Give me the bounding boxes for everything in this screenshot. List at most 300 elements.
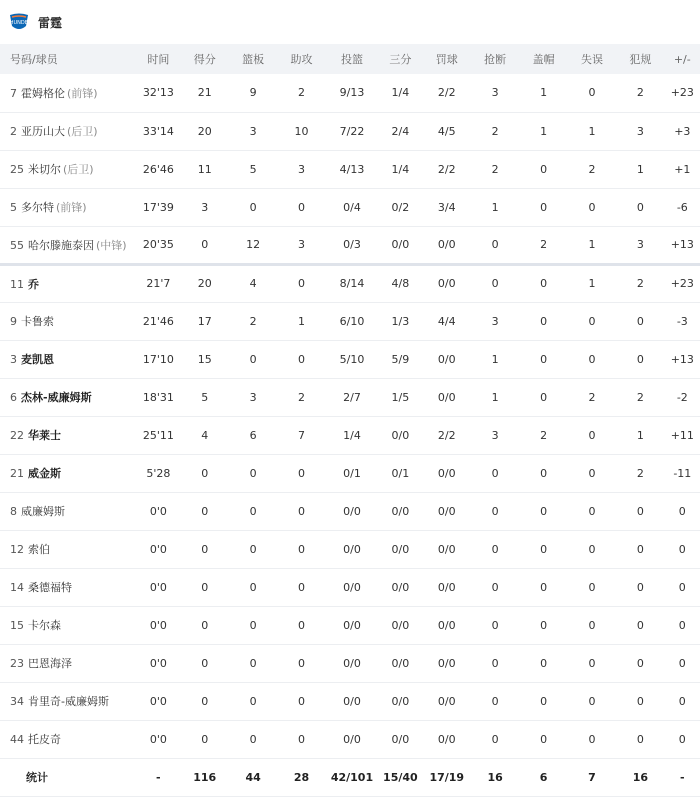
stat-cell: 0 bbox=[636, 694, 644, 708]
stat-cell: 4/8 bbox=[391, 277, 410, 290]
thunder-logo-icon bbox=[8, 11, 30, 33]
stat-cell: 0 bbox=[298, 542, 306, 556]
total-stat-cell: 15/40 bbox=[383, 770, 418, 784]
stat-cell: 0 bbox=[491, 466, 499, 480]
column-header: 罚球 bbox=[435, 53, 458, 66]
stat-cell: 0/0 bbox=[343, 656, 361, 670]
player-row[interactable] bbox=[0, 682, 700, 720]
stat-cell: 0 bbox=[588, 580, 596, 594]
totals-row bbox=[0, 758, 700, 796]
stat-cell: 18'31 bbox=[142, 390, 174, 404]
player-cell bbox=[0, 302, 136, 340]
player-number: 23 bbox=[10, 657, 24, 670]
stat-cell: 8/14 bbox=[339, 277, 365, 290]
player-cell bbox=[0, 340, 136, 378]
stat-cell: 0/0 bbox=[343, 504, 361, 518]
player-number: 44 bbox=[10, 733, 24, 746]
stat-cell: 1 bbox=[491, 352, 499, 366]
stat-cell: 0'0 bbox=[149, 732, 167, 746]
stat-cell: 1 bbox=[636, 162, 644, 176]
player-number: 21 bbox=[10, 467, 24, 480]
stat-cell: 1 bbox=[540, 86, 548, 100]
stat-cell: 0 bbox=[201, 542, 209, 556]
stat-cell: 1/3 bbox=[391, 314, 410, 328]
stat-cell: 2/7 bbox=[343, 390, 361, 404]
stat-cell: 0 bbox=[249, 466, 257, 480]
stat-cell: 0/0 bbox=[437, 390, 456, 404]
stat-cell: +11 bbox=[670, 428, 694, 442]
stat-cell: +23 bbox=[670, 86, 694, 100]
column-header: 犯规 bbox=[629, 53, 652, 66]
stat-cell: 0 bbox=[201, 238, 209, 251]
player-number: 55 bbox=[10, 238, 24, 252]
player-name[interactable]: 乔 bbox=[28, 277, 39, 291]
player-name[interactable]: 桑德福特 bbox=[28, 581, 72, 594]
stat-cell: 2/2 bbox=[437, 86, 456, 100]
column-header: 篮板 bbox=[242, 53, 265, 66]
stat-cell: 0 bbox=[249, 580, 257, 594]
stat-cell: 15 bbox=[197, 352, 212, 366]
stat-cell: 0 bbox=[540, 390, 548, 404]
stat-cell: 0 bbox=[201, 618, 209, 632]
stat-cell: 4/5 bbox=[437, 124, 456, 138]
stat-cell: 0 bbox=[588, 656, 596, 670]
stat-cell: 0 bbox=[491, 542, 499, 556]
stat-cell: 0 bbox=[491, 694, 499, 708]
player-cell bbox=[0, 378, 136, 416]
stat-cell: 0 bbox=[588, 504, 596, 518]
stat-cell: 0 bbox=[201, 656, 209, 670]
stat-cell: 0/2 bbox=[391, 200, 410, 214]
stat-cell: 1 bbox=[636, 428, 644, 442]
stat-cell: 0 bbox=[298, 200, 306, 214]
total-stat-cell: 16 bbox=[487, 770, 503, 784]
player-row[interactable] bbox=[0, 530, 700, 568]
stat-cell: 0 bbox=[636, 618, 644, 632]
player-number: 22 bbox=[10, 429, 24, 442]
player-row[interactable] bbox=[0, 720, 700, 758]
stat-cell: 0/0 bbox=[391, 618, 410, 632]
stat-cell: 0 bbox=[678, 732, 686, 746]
stat-cell: 3 bbox=[298, 238, 306, 251]
stat-cell: 9 bbox=[249, 86, 257, 100]
stat-cell: 2 bbox=[491, 162, 499, 176]
stat-cell: 0/4 bbox=[343, 200, 361, 214]
column-header: 助攻 bbox=[290, 53, 313, 66]
player-cell bbox=[0, 188, 136, 226]
player-number: 34 bbox=[10, 695, 24, 708]
stat-cell: 2 bbox=[540, 428, 548, 442]
stat-cell: -6 bbox=[676, 200, 688, 214]
stat-cell: 2 bbox=[636, 277, 644, 290]
stat-cell: 1 bbox=[491, 390, 499, 404]
stat-cell: +13 bbox=[670, 238, 694, 251]
stat-cell: 0/0 bbox=[391, 656, 410, 670]
total-stat-cell: 44 bbox=[245, 770, 261, 784]
stat-cell: 3 bbox=[249, 390, 257, 404]
player-name[interactable]: 索伯 bbox=[28, 543, 50, 556]
column-header: +/- bbox=[673, 52, 691, 66]
stat-cell: 0/0 bbox=[343, 732, 361, 746]
stat-cell: +13 bbox=[670, 352, 694, 366]
stat-cell: 3 bbox=[298, 162, 306, 176]
stat-cell: 0/0 bbox=[437, 656, 456, 670]
stat-cell: 12 bbox=[246, 238, 261, 251]
stat-cell: 3 bbox=[636, 124, 644, 138]
player-name[interactable]: 哈尔滕施泰因 bbox=[28, 238, 94, 252]
stat-cell: 2 bbox=[298, 86, 306, 100]
stat-cell: 17'39 bbox=[142, 200, 174, 214]
column-header: 失误 bbox=[580, 53, 603, 66]
stat-cell: 1 bbox=[491, 200, 499, 214]
player-row[interactable] bbox=[0, 188, 700, 226]
stat-cell: 0/0 bbox=[391, 694, 410, 708]
stat-cell: 33'14 bbox=[142, 124, 174, 138]
stat-cell: 0 bbox=[249, 542, 257, 556]
stat-cell: +23 bbox=[670, 277, 694, 290]
stat-cell: 20 bbox=[197, 277, 212, 290]
stat-cell: 0 bbox=[588, 200, 596, 214]
player-number: 15 bbox=[10, 619, 24, 632]
total-stat-cell: - bbox=[680, 770, 685, 784]
stat-cell: 0 bbox=[588, 732, 596, 746]
stat-cell: 0 bbox=[636, 200, 644, 214]
player-position: (中锋) bbox=[96, 238, 127, 252]
player-name[interactable]: 麦凯恩 bbox=[21, 353, 54, 366]
stat-cell: 0'0 bbox=[149, 656, 167, 670]
stat-cell: 0 bbox=[588, 542, 596, 556]
stat-cell: 1 bbox=[588, 277, 596, 290]
column-header: 三分 bbox=[389, 53, 412, 66]
player-row[interactable] bbox=[0, 416, 700, 454]
stat-cell: -2 bbox=[676, 390, 688, 404]
stat-cell: 0 bbox=[540, 618, 548, 632]
stat-cell: 0 bbox=[201, 732, 209, 746]
stat-cell: 0 bbox=[540, 314, 548, 328]
column-header: 得分 bbox=[193, 53, 216, 66]
stat-cell: 0 bbox=[298, 504, 306, 518]
stat-cell: 32'13 bbox=[142, 86, 174, 100]
stat-cell: 2 bbox=[588, 162, 596, 176]
stat-cell: 6/10 bbox=[339, 314, 365, 328]
player-cell bbox=[0, 74, 136, 112]
player-cell bbox=[0, 264, 136, 302]
stat-cell: 1 bbox=[298, 314, 306, 328]
stat-cell: 0/0 bbox=[437, 504, 456, 518]
player-number: 7 bbox=[10, 86, 17, 100]
player-cell bbox=[0, 682, 136, 720]
player-name[interactable]: 霍姆格伦 bbox=[21, 86, 65, 100]
stat-cell: 0 bbox=[540, 352, 548, 366]
player-row[interactable] bbox=[0, 606, 700, 644]
totals-label: 统计 bbox=[26, 771, 48, 784]
stat-cell: 5/9 bbox=[391, 352, 410, 366]
stat-cell: 1 bbox=[540, 124, 548, 138]
stat-cell: 0 bbox=[298, 277, 306, 290]
stat-cell: 2 bbox=[636, 86, 644, 100]
stat-cell: 4/13 bbox=[339, 162, 365, 176]
player-name[interactable]: 华莱士 bbox=[28, 429, 61, 442]
stat-cell: 0 bbox=[201, 694, 209, 708]
stat-cell: 0 bbox=[298, 656, 306, 670]
stat-cell: 0 bbox=[249, 504, 257, 518]
stat-cell: 6 bbox=[249, 428, 257, 442]
stat-cell: 3 bbox=[201, 200, 209, 214]
stat-cell: 0/0 bbox=[391, 732, 410, 746]
player-name[interactable]: 托皮奇 bbox=[28, 733, 61, 746]
stat-cell: 0 bbox=[491, 580, 499, 594]
total-stat-cell: 42/101 bbox=[330, 770, 374, 784]
stat-cell: 7 bbox=[298, 428, 306, 442]
stat-cell: 25'11 bbox=[142, 428, 174, 442]
stat-cell: 0 bbox=[588, 428, 596, 442]
stat-cell: 0 bbox=[491, 238, 499, 251]
player-row[interactable] bbox=[0, 454, 700, 492]
stat-cell: 0/0 bbox=[437, 277, 456, 290]
stat-cell: 0/0 bbox=[437, 732, 456, 746]
team-header bbox=[0, 0, 700, 44]
stat-cell: 0/0 bbox=[343, 542, 361, 556]
player-number: 9 bbox=[10, 315, 17, 328]
player-number: 11 bbox=[10, 277, 24, 291]
player-row[interactable] bbox=[0, 378, 700, 416]
stat-cell: 0 bbox=[249, 656, 257, 670]
stat-cell: 0 bbox=[678, 580, 686, 594]
stat-cell: 0 bbox=[540, 277, 548, 290]
stat-cell: 0 bbox=[298, 694, 306, 708]
stat-cell: 11 bbox=[197, 162, 212, 176]
player-row[interactable] bbox=[0, 226, 700, 264]
stat-cell: 0'0 bbox=[149, 694, 167, 708]
stat-cell: 0 bbox=[298, 352, 306, 366]
player-position: (前锋) bbox=[67, 86, 98, 100]
stat-cell: 0/0 bbox=[437, 542, 456, 556]
stat-cell: 0 bbox=[540, 466, 548, 480]
stat-cell: 3 bbox=[491, 428, 499, 442]
stat-cell: 0 bbox=[540, 694, 548, 708]
total-stat-cell: 17/19 bbox=[429, 770, 465, 784]
stat-cell: 1/4 bbox=[391, 86, 410, 100]
stat-cell: 0 bbox=[298, 580, 306, 594]
stat-cell: 0/1 bbox=[343, 466, 361, 480]
total-stat-cell: 28 bbox=[293, 770, 310, 784]
stat-cell: 0/0 bbox=[437, 618, 456, 632]
stat-cell: 0 bbox=[588, 618, 596, 632]
stat-cell: 3 bbox=[491, 314, 499, 328]
total-stat-cell: 6 bbox=[539, 770, 548, 784]
stat-cell: 0 bbox=[298, 466, 306, 480]
stat-cell: 0 bbox=[491, 277, 499, 290]
stat-cell: 0 bbox=[588, 352, 596, 366]
stat-cell: 0 bbox=[678, 618, 686, 632]
stat-cell: 10 bbox=[294, 124, 309, 138]
player-cell bbox=[0, 454, 136, 492]
stat-cell: 0 bbox=[540, 542, 548, 556]
stat-cell: 0 bbox=[249, 618, 257, 632]
stat-cell: 0 bbox=[491, 656, 499, 670]
stat-cell: 2 bbox=[540, 238, 548, 251]
stat-cell: 20 bbox=[197, 124, 212, 138]
player-cell bbox=[0, 530, 136, 568]
stat-cell: 0/0 bbox=[391, 542, 410, 556]
player-number: 2 bbox=[10, 125, 17, 138]
stat-cell: 0 bbox=[540, 732, 548, 746]
stat-cell: 4 bbox=[249, 277, 257, 290]
stat-cell: 1/4 bbox=[343, 428, 361, 442]
stat-cell: 0/0 bbox=[391, 428, 410, 442]
stat-cell: 0/0 bbox=[437, 238, 456, 251]
stat-cell: 17'10 bbox=[142, 352, 174, 366]
stat-cell: 3 bbox=[636, 238, 644, 251]
stat-cell: 0 bbox=[540, 580, 548, 594]
player-number: 5 bbox=[10, 201, 17, 214]
stat-cell: 0'0 bbox=[149, 504, 167, 518]
stat-cell: 0'0 bbox=[149, 580, 167, 594]
stat-cell: 0/0 bbox=[343, 694, 361, 708]
column-header: 时间 bbox=[147, 53, 170, 66]
stat-cell: 4/4 bbox=[437, 314, 456, 328]
stat-cell: 2/4 bbox=[391, 124, 410, 138]
player-name[interactable]: 巴恩海泽 bbox=[28, 657, 72, 670]
stat-cell: 0 bbox=[540, 162, 548, 176]
stat-cell: 0 bbox=[298, 618, 306, 632]
stat-cell: 5 bbox=[249, 162, 257, 176]
stat-cell: 0/0 bbox=[391, 580, 410, 594]
stat-cell: 0/0 bbox=[343, 580, 361, 594]
stat-cell: 1 bbox=[588, 124, 596, 138]
stat-cell: 0/0 bbox=[343, 618, 361, 632]
stat-cell: 0 bbox=[249, 352, 257, 366]
player-cell bbox=[0, 416, 136, 454]
player-number: 6 bbox=[10, 391, 17, 404]
stat-cell: 0 bbox=[249, 694, 257, 708]
stat-cell: 1/5 bbox=[391, 390, 410, 404]
stat-cell: 2 bbox=[588, 390, 596, 404]
player-number: 8 bbox=[10, 505, 17, 518]
stat-cell: 0 bbox=[201, 466, 209, 480]
player-cell bbox=[0, 606, 136, 644]
stat-cell: 0 bbox=[678, 504, 686, 518]
stat-cell: 0 bbox=[298, 732, 306, 746]
stat-cell: 0/0 bbox=[391, 504, 410, 518]
stat-cell: -11 bbox=[673, 466, 692, 480]
player-cell bbox=[0, 644, 136, 682]
svg-text:THUNDER: THUNDER bbox=[6, 20, 32, 26]
player-name[interactable]: 亚历山大 bbox=[21, 125, 65, 138]
stat-cell: 26'46 bbox=[142, 162, 174, 176]
stat-cell: 0/0 bbox=[391, 238, 410, 251]
stat-cell: 0 bbox=[491, 732, 499, 746]
stat-cell: 3 bbox=[491, 86, 499, 100]
stat-cell: 0 bbox=[588, 694, 596, 708]
column-header: 抢断 bbox=[484, 53, 507, 66]
stat-cell: 0 bbox=[540, 200, 548, 214]
stat-cell: 2 bbox=[249, 314, 257, 328]
player-row[interactable] bbox=[0, 302, 700, 340]
player-cell bbox=[0, 112, 136, 150]
player-row[interactable] bbox=[0, 112, 700, 150]
player-number: 25 bbox=[10, 163, 24, 176]
stat-cell: 5/10 bbox=[339, 352, 365, 366]
player-name[interactable]: 卡尔森 bbox=[28, 619, 61, 632]
stat-cell: 4 bbox=[201, 428, 209, 442]
stat-cell: 0/3 bbox=[343, 238, 361, 251]
player-position: (后卫) bbox=[63, 163, 94, 176]
player-name[interactable]: 威廉姆斯 bbox=[21, 505, 65, 518]
player-number: 12 bbox=[10, 543, 24, 556]
stat-cell: 3 bbox=[249, 124, 257, 138]
stat-cell: 2/2 bbox=[437, 428, 456, 442]
header-row bbox=[0, 44, 700, 74]
stat-cell: 0 bbox=[588, 86, 596, 100]
total-stat-cell: 116 bbox=[193, 770, 217, 784]
stat-cell: 21'7 bbox=[146, 277, 171, 290]
player-cell bbox=[0, 720, 136, 758]
player-row[interactable] bbox=[0, 492, 700, 530]
total-stat-cell: - bbox=[156, 770, 161, 784]
player-name[interactable]: 米切尔 bbox=[28, 163, 61, 176]
player-row[interactable] bbox=[0, 340, 700, 378]
stat-cell: 7/22 bbox=[339, 124, 365, 138]
player-row[interactable] bbox=[0, 568, 700, 606]
stat-cell: 2 bbox=[636, 390, 644, 404]
stat-cell: 0 bbox=[588, 466, 596, 480]
stat-cell: 5'28 bbox=[146, 466, 171, 480]
player-name[interactable]: 杰林-威廉姆斯 bbox=[21, 391, 92, 404]
player-name[interactable]: 肯里奇-威廉姆斯 bbox=[28, 695, 109, 708]
stat-cell: 0 bbox=[636, 732, 644, 746]
stat-cell: 0 bbox=[636, 656, 644, 670]
stat-cell: 0 bbox=[636, 542, 644, 556]
stat-cell: 0 bbox=[636, 580, 644, 594]
stat-cell: 5 bbox=[201, 390, 209, 404]
player-cell bbox=[0, 492, 136, 530]
stat-cell: 0 bbox=[636, 314, 644, 328]
stat-cell: 0 bbox=[678, 694, 686, 708]
stat-cell: 0/0 bbox=[437, 580, 456, 594]
player-row[interactable] bbox=[0, 644, 700, 682]
player-number: 14 bbox=[10, 581, 24, 594]
team-name: 雷霆 bbox=[38, 15, 63, 30]
player-row[interactable] bbox=[0, 74, 700, 112]
stat-cell: 0/0 bbox=[437, 694, 456, 708]
stat-cell: 21 bbox=[197, 86, 212, 100]
player-name[interactable]: 卡鲁索 bbox=[21, 315, 54, 328]
stat-cell: 9/13 bbox=[339, 86, 365, 100]
stat-cell: 0 bbox=[540, 656, 548, 670]
stat-cell: 0 bbox=[491, 504, 499, 518]
player-position: (后卫) bbox=[67, 125, 98, 138]
stat-cell: 0 bbox=[636, 352, 644, 366]
player-row[interactable] bbox=[0, 264, 700, 302]
player-cell bbox=[0, 150, 136, 188]
stat-cell: 0 bbox=[201, 504, 209, 518]
stat-cell: 0/1 bbox=[391, 466, 410, 480]
stat-cell: 0/0 bbox=[437, 352, 456, 366]
player-row[interactable] bbox=[0, 150, 700, 188]
stat-cell: 0/0 bbox=[437, 466, 456, 480]
player-cell bbox=[0, 568, 136, 606]
column-header: 号码/球员 bbox=[10, 53, 58, 66]
stat-cell: 2 bbox=[636, 466, 644, 480]
stat-cell: 2 bbox=[491, 124, 499, 138]
column-header: 投篮 bbox=[340, 53, 363, 66]
player-name[interactable]: 多尔特 bbox=[21, 201, 54, 214]
box-score-table bbox=[0, 44, 700, 797]
total-stat-cell: 16 bbox=[632, 770, 649, 784]
player-name[interactable]: 威金斯 bbox=[28, 467, 61, 480]
stat-cell: 0 bbox=[201, 580, 209, 594]
